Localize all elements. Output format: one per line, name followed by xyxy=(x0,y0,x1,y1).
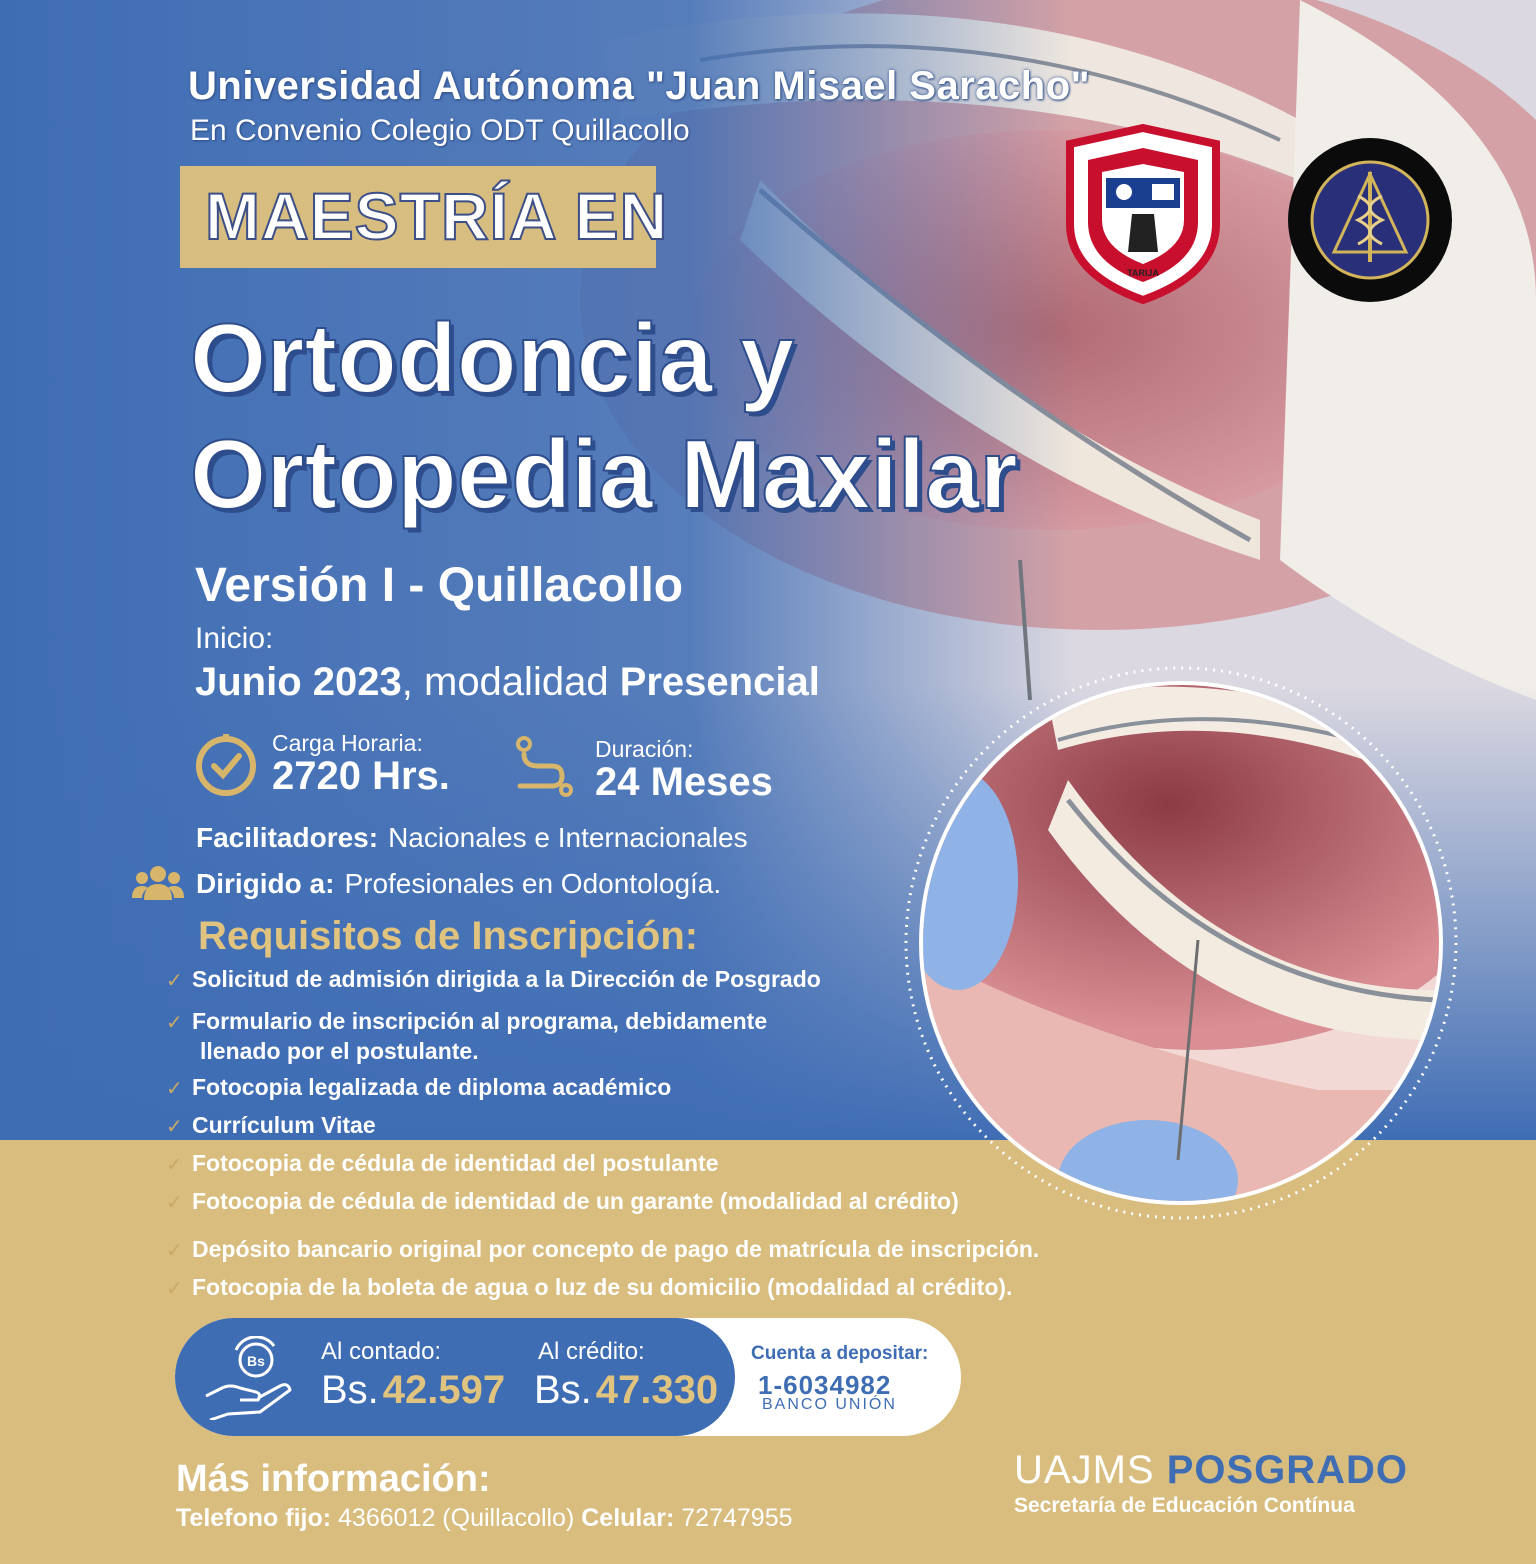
group-users-icon xyxy=(132,862,184,902)
university-name: Universidad Autónoma "Juan Misael Saracho" xyxy=(188,64,1091,108)
bs-icon-label: Bs xyxy=(247,1353,265,1369)
program-title-line2: Ortopedia Maxilar xyxy=(190,419,1018,529)
brand-logo-text xyxy=(1014,1448,1408,1493)
program-title xyxy=(190,300,1018,532)
uajms-city-label: TARIJA xyxy=(1127,268,1159,278)
check-icon: ✓ xyxy=(166,1116,183,1138)
hand-money-icon xyxy=(200,1336,296,1420)
phone-value: 4366012 (Quillacollo) xyxy=(331,1504,582,1532)
program-version: Versión I - Quillacollo xyxy=(195,559,684,612)
cash-currency: Bs. xyxy=(321,1368,379,1412)
uajms-shield-logo xyxy=(1062,124,1224,304)
duration-label: Duración: xyxy=(595,736,694,762)
check-icon: ✓ xyxy=(166,1154,183,1176)
program-kicker: MAESTRÍA EN xyxy=(205,179,669,253)
list-item-continuation: llenado por el postulante. xyxy=(200,1038,479,1064)
credit-label: Al crédito: xyxy=(538,1338,645,1365)
list-item: ✓ Fotocopia de cédula de identidad del postulante xyxy=(166,1148,719,1180)
brand-name-part1: UAJMS xyxy=(1014,1448,1167,1492)
list-item: ✓ Fotocopia legalizada de diploma académico xyxy=(166,1072,671,1104)
list-item: ✓ Fotocopia de cédula de identidad de un garante (modalidad al crédito) xyxy=(166,1186,959,1218)
cash-price xyxy=(321,1368,505,1413)
start-label: Inicio: xyxy=(195,622,274,655)
facilitators-label: Facilitadores: xyxy=(196,822,379,853)
credit-value: 47.330 xyxy=(595,1368,719,1412)
modality: Presencial xyxy=(619,660,820,704)
cash-label: Al contado: xyxy=(321,1338,442,1365)
hours-label: Carga Horaria: xyxy=(272,730,423,756)
more-info-title: Más información: xyxy=(176,1458,491,1500)
target-row xyxy=(196,868,721,900)
duration-value: 24 Meses xyxy=(595,760,773,804)
brand-subtitle: Secretaría de Educación Contínua xyxy=(1014,1494,1355,1517)
start-date: Junio 2023 xyxy=(195,660,402,704)
check-icon: ✓ xyxy=(166,1078,183,1100)
check-icon: ✓ xyxy=(166,1012,183,1034)
route-icon xyxy=(512,734,576,800)
hours-value: 2720 Hrs. xyxy=(272,754,450,798)
bank-name: BANCO UNIÓN xyxy=(762,1396,897,1413)
cell-value: 72747955 xyxy=(674,1504,793,1532)
cell-label: Celular: xyxy=(581,1504,675,1532)
list-item: ✓ Solicitud de admisión dirigida a la Dirección de Posgrado xyxy=(166,964,821,996)
facilitators-value: Nacionales e Internacionales xyxy=(388,822,748,853)
cash-value: 42.597 xyxy=(382,1368,506,1412)
credit-currency: Bs. xyxy=(534,1368,592,1412)
target-value: Profesionales en Odontología. xyxy=(344,868,722,899)
start-connector: , modalidad xyxy=(401,660,620,704)
list-item: ✓ Depósito bancario original por concepto de pago de matrícula de inscripción. xyxy=(166,1234,1039,1266)
check-icon: ✓ xyxy=(166,1240,183,1262)
check-icon: ✓ xyxy=(166,1192,183,1214)
account-number: 1-6034982 xyxy=(758,1370,892,1400)
list-item: ✓ Fotocopia de la boleta de agua o luz de su domicilio (modalidad al crédito). xyxy=(166,1272,1012,1304)
credit-price xyxy=(534,1368,718,1413)
agreement-subtitle: En Convenio Colegio ODT Quillacollo xyxy=(190,114,690,147)
list-item: ✓ Currículum Vitae xyxy=(166,1110,376,1142)
colegio-odontologos-logo xyxy=(1286,136,1454,304)
contact-line xyxy=(176,1504,793,1533)
program-title-line1: Ortodoncia y xyxy=(190,303,795,413)
check-icon: ✓ xyxy=(166,1278,183,1300)
phone-label: Telefono fijo: xyxy=(176,1504,332,1532)
list-item: ✓ Formulario de inscripción al programa, debidamente xyxy=(166,1006,767,1038)
brand-name-part2: POSGRADO xyxy=(1166,1448,1409,1492)
start-info xyxy=(195,660,820,705)
requirements-title: Requisitos de Inscripción: xyxy=(198,914,699,958)
target-label: Dirigido a: xyxy=(196,868,335,899)
braces-closeup-photo xyxy=(898,660,1464,1226)
clock-check-icon xyxy=(192,732,260,800)
check-icon: ✓ xyxy=(166,970,183,992)
facilitators-row xyxy=(196,822,748,854)
account-label: Cuenta a depositar: xyxy=(751,1343,929,1364)
